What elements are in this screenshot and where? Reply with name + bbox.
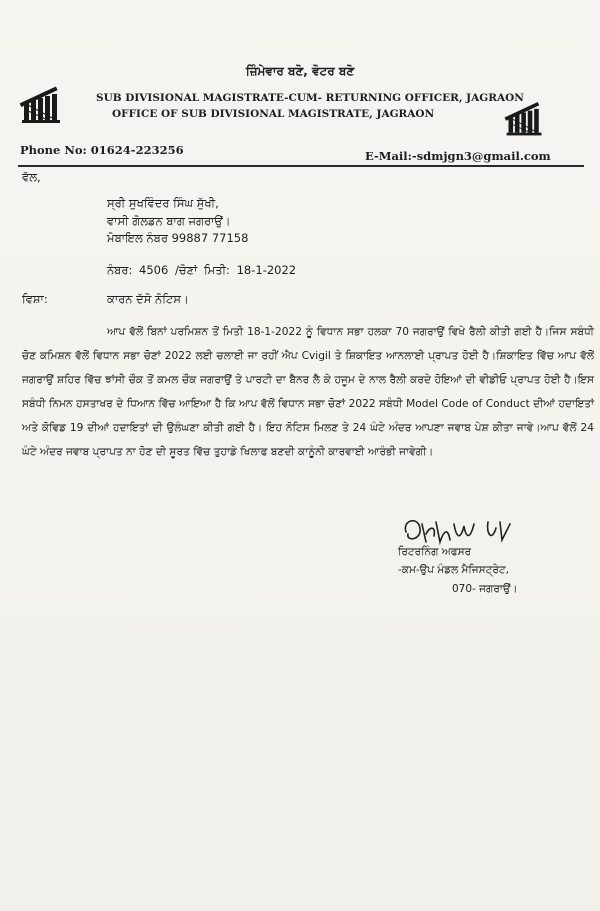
election-emblem-icon <box>503 96 547 140</box>
phone-number: Phone No: 01624-223256 <box>20 143 184 157</box>
body-paragraph: ਆਪ ਵੱਲੋਂ ਬਿਨਾਂ ਪਰਮਿਸ਼ਨ ਤੋਂ ਮਿਤੀ 18-1-2022 ਨੂੰ ਵਿਧਾਨ ਸਭਾ ਹਲਕਾ 70 ਜਗਰਾਉਂ ਵਿਖੇ ਰੈਲੀ ਕੀਤੀ ਗਈ ਹੈ।ਜਿਸ ਸਬੰਧੀ ਚੋਣ ਕਮਿਸ਼ਨ ਵੱਲੋਂ ਵਿਧਾਨ ਸਭਾ ਚੋਣਾਂ 2022 ਲਈ ਚਲਾਈ ਜਾ ਰਹੀਂ ਐਪ Cvigil ਤੇ ਸ਼ਿਕਾਇਤ ਆਨਲਾਈ ਪ੍ਰਾਪਤ ਹੋਈ ਹੈ।ਸ਼ਿਕਾਇਤ ਵਿੱਚ ਆਪ ਵੱਲੋਂ ਜਗਰਾਉਂ ਸ਼ਹਿਰ ਵਿੱਚ ਝਾਂਸੀ ਚੌਕ ਤੋਂ ਕਮਲ ਚੌਕ ਜਗਰਾਉਂ ਤੇ ਪਾਰਟੀ ਦਾ ਬੈਨਰ ਲੈ ਕੇ ਹਜੂਮ ਦੇ ਨਾਲ ਰੈਲੀ ਕਰਦੇ ਹੋਇਆਂ ਦੀ ਵੀਡੀਓ ਪ੍ਰਾਪਤ ਹੋਈ ਹੈ।ਇਸ ਸਬੰਧੀ ਨਿਮਨ ਹਸਤਾਖਰ ਦੇ ਧਿਆਨ ਵਿੱਚ ਆਇਆ ਹੈ ਕਿ ਆਪ ਵੱਲੋਂ ਵਿਧਾਨ ਸਭਾ ਚੋਣਾਂ 2022 ਸਬੰਧੀ Model Code of Conduct ਦੀਆਂ ਹਦਾਇਤਾਂ ਅਤੇ ਕੋਵਿਡ 19 ਦੀਆਂ ਹਦਾਇਤਾਂ ਦੀ ਉਲੰਘਣਾ ਕੀਤੀ ਗਈ ਹੈ। ਇਹ ਨੋਟਿਸ ਮਿਲਣ ਤੇ 24 ਘੰਟੇ ਅੰਦਰ ਆਪਣਾ ਜਵਾਬ ਪੇਸ਼ ਕੀਤਾ ਜਾਵੇ।ਆਪ ਵੱਲੋਂ 24 ਘੰਟੇ ਅੰਦਰ ਜਵਾਬ ਪ੍ਰਾਪਤ ਨਾ ਹੋਣ ਦੀ ਸੂਰਤ ਵਿੱਚ ਤੁਹਾਡੇ ਖਿਲਾਫ ਬਣਦੀ ਕਾਨੂੰਨੀ ਕਾਰਵਾਈ ਆਰੰਭੀ ਜਾਵੇਗੀ। <box>22 326 594 458</box>
addressee-to: ਵੱਲ, <box>22 170 41 184</box>
signatory-constituency: 070- ਜਗਰਾਉਂ। <box>452 583 518 595</box>
notice-body <box>22 320 594 464</box>
election-emblem-icon <box>18 80 66 128</box>
office-title-line1: SUB DIVISIONAL MAGISTRATE-CUM- RETURNING OFFICER, JAGRAON <box>96 92 524 104</box>
slogan: ਜ਼ਿੰਮੇਵਾਰ ਬਣੋ, ਵੋਟਰ ਬਣੋ <box>245 64 355 78</box>
subject-text: ਕਾਰਨ ਦੱਸੋ ਨੋਟਿਸ। <box>107 292 189 306</box>
signatory-designation: -ਕਮ-ਉਪ ਮੰਡਲ ਮੈਜਿਸਟ੍ਰੇਟ, <box>398 564 509 576</box>
header-divider <box>18 165 584 167</box>
addressee-mobile: ਮੋਬਾਇਲ ਨੰਬਰ 99887 77158 <box>107 231 249 245</box>
addressee-name: ਸ੍ਰੀ ਸੁਖਵਿੰਦਰ ਸਿੰਘ ਸੁੱਖੀ, <box>107 196 219 210</box>
signatory-title: ਰਿਟਰਨਿੰਗ ਅਫਸਰ <box>398 546 472 558</box>
subject-label: ਵਿਸ਼ਾ: <box>22 292 48 306</box>
email-address: E-Mail:-sdmjgn3@gmail.com <box>365 149 551 163</box>
office-title-line2: OFFICE OF SUB DIVISIONAL MAGISTRATE, JAGRAON <box>112 108 435 120</box>
reference-number-date: ਨੰਬਰ: 4506 /ਚੋਣਾਂ ਮਿਤੀ: 18-1-2022 <box>107 263 297 277</box>
addressee-address: ਵਾਸੀ ਗੋਲਡਨ ਬਾਗ ਜਗਰਾਉਂ। <box>107 214 231 228</box>
